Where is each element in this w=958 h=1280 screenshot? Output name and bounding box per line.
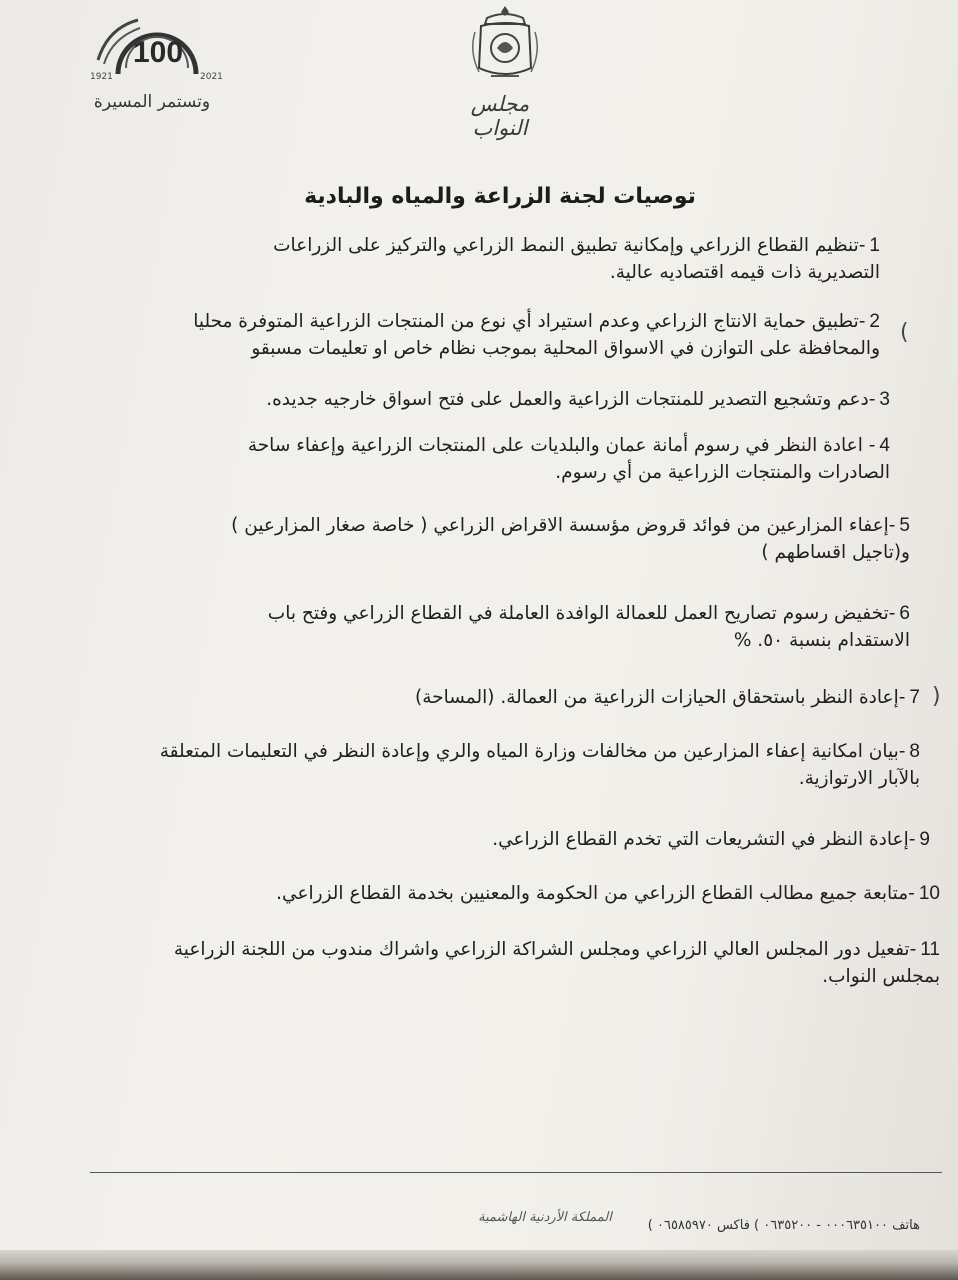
item-number: 1 <box>869 235 880 256</box>
centennial-year-start: 1921 <box>90 72 113 82</box>
institution-name: مجلس النواب <box>470 92 530 140</box>
item-number: 7 <box>909 687 920 708</box>
recommendation-item <box>150 738 920 792</box>
recommendation-item <box>300 684 920 711</box>
centennial-number: 100 <box>132 36 184 69</box>
item-text: -تخفيض رسوم تصاريح العمل للعمالة الوافدة العاملة في القطاع الزراعي وفتح باب الاستقدام بنسبة ٥٠. % <box>267 603 910 651</box>
background-surface <box>0 1250 958 1280</box>
item-number: 10 <box>918 883 940 904</box>
footer-phone-numbers: هاتف ٠٠٠٦٣٥١٠٠ - ٠٦٣٥٢٠٠ ) فاكس ٠٦٥٨٥٩٧٠ ) <box>647 1218 920 1233</box>
item-number: 5 <box>899 515 910 536</box>
item-text: -تطبيق حماية الانتاج الزراعي وعدم استيراد أي نوع من المنتجات الزراعية المتوفرة محليا والمحافظة على التوازن في الاسواق المحلية بموجب نظام خاص او تعليمات مسبقو <box>193 311 880 359</box>
centennial-year-end: 2021 <box>200 72 223 82</box>
margin-bracket: ( <box>900 320 909 345</box>
item-number: 8 <box>909 741 920 762</box>
margin-bracket: ) <box>932 684 941 709</box>
item-number: 11 <box>920 939 940 960</box>
item-number: 3 <box>879 389 890 410</box>
footer-divider <box>90 1172 942 1173</box>
recommendation-item <box>200 386 890 413</box>
recommendation-item <box>230 512 910 566</box>
item-text: -إعادة النظر باستحقاق الحيازات الزراعية من العمالة. (المساحة) <box>415 687 906 708</box>
item-number: 2 <box>869 311 880 332</box>
coat-of-arms-icon <box>465 2 545 86</box>
item-text: -تفعيل دور المجلس العالي الزراعي ومجلس الشراكة الزراعي واشراك مندوب من اللجنة الزراعية بمجلس النواب. <box>173 939 940 987</box>
item-text: -بيان امكانية إعفاء المزارعين من مخالفات وزارة المياه والري وإعادة النظر في التعليمات المتعلقة بالآبار الارتوازية. <box>159 741 920 789</box>
footer-stamp: المملكة الأردنية الهاشمية <box>478 1210 612 1225</box>
recommendation-item <box>180 308 880 362</box>
recommendation-item <box>190 432 890 486</box>
item-number: 6 <box>899 603 910 624</box>
item-number: 9 <box>919 829 930 850</box>
recommendation-item <box>200 232 880 286</box>
recommendation-item <box>200 600 910 654</box>
item-number: 4 <box>879 435 890 456</box>
recommendation-item <box>160 880 940 907</box>
recommendation-item <box>130 936 940 990</box>
item-text: -متابعة جميع مطالب القطاع الزراعي من الحكومة والمعنيين بخدمة القطاع الزراعي. <box>276 883 915 904</box>
item-text: -دعم وتشجيع التصدير للمنتجات الزراعية والعمل على فتح اسواق خارجيه جديده. <box>266 389 876 410</box>
anniversary-slogan: وتستمر المسيرة <box>93 92 211 112</box>
item-text: -إعادة النظر في التشريعات التي تخدم القطاع الزراعي. <box>492 829 916 850</box>
item-text: - اعادة النظر في رسوم أمانة عمان والبلديات على المنتجات الزراعية وإعفاء ساحة الصادرات والمنتجات الزراعية من أي رسوم. <box>247 435 890 483</box>
document-title: توصيات لجنة الزراعة والمياه والبادية <box>304 184 696 209</box>
item-text: -تنظيم القطاع الزراعي وإمكانية تطبيق النمط الزراعي والتركيز على الزراعات التصديرية ذات قيمه اقتصاديه عالية. <box>273 235 880 283</box>
item-text: -إعفاء المزارعين من فوائد قروض مؤسسة الاقراض الزراعي ( خاصة صغار المزارعين ) و(تاجيل اقساطهم ) <box>231 515 910 563</box>
recommendation-item <box>420 826 930 853</box>
